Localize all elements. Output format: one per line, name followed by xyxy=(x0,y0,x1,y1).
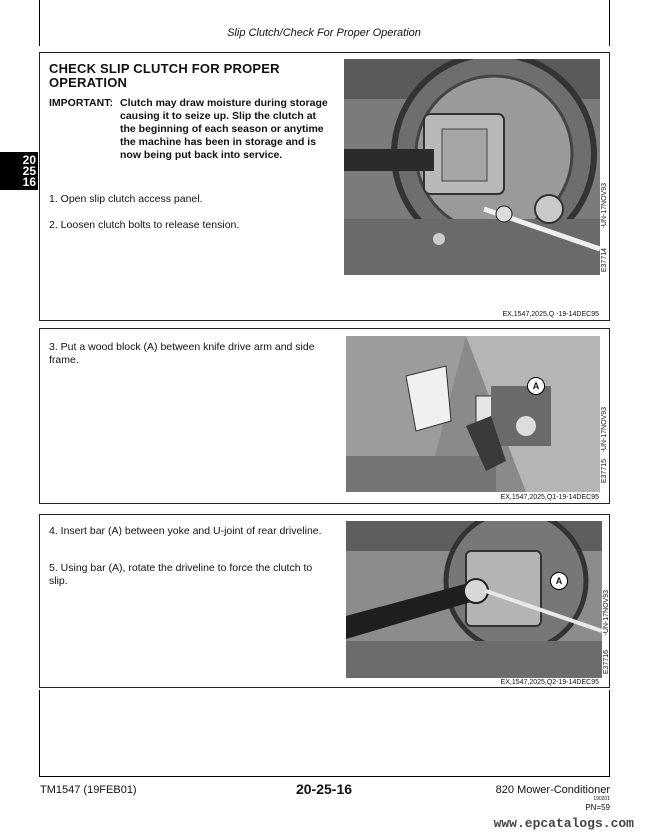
section-reference: EX,1547,2025,Q2-19-14DEC95 xyxy=(500,679,599,686)
slip-clutch-illustration xyxy=(344,59,600,275)
photo-id-label: E37714 xyxy=(601,248,608,273)
slip-clutch-photo xyxy=(344,59,600,275)
left-border xyxy=(39,690,40,776)
callout-a: A xyxy=(550,572,568,590)
model-name: 820 Mower-Conditioner xyxy=(495,784,610,796)
photo-date-label: -UN-17NOV93 xyxy=(603,590,610,636)
wood-block-illustration xyxy=(346,336,600,492)
procedure-section-1 xyxy=(39,52,610,321)
photo-id-label: E37716 xyxy=(603,650,610,675)
page-number: 20-25-16 xyxy=(295,781,353,797)
left-border xyxy=(39,0,40,46)
photo-date-label: -UN-17NOV93 xyxy=(601,407,608,453)
document-number: TM1547 (19FEB01) xyxy=(40,784,137,796)
callout-a: A xyxy=(527,377,545,395)
wood-block-photo xyxy=(346,336,600,492)
driveline-photo xyxy=(346,521,602,678)
procedure-section-3 xyxy=(39,514,610,688)
driveline-illustration xyxy=(346,521,602,678)
step-4-text: 4. Insert bar (A) between yoke and U-joint of rear driveline. xyxy=(49,525,322,537)
section-reference: EX,1547,2025,Q1-19-14DEC95 xyxy=(500,494,599,501)
page-header-title: Slip Clutch/Check For Proper Operation xyxy=(227,27,421,39)
pn-label: PN=59 xyxy=(585,803,610,812)
right-border xyxy=(609,0,610,46)
revision-code: 190201 xyxy=(593,796,610,802)
section-heading: CHECK SLIP CLUTCH FOR PROPER OPERATION xyxy=(49,61,280,90)
section-tab-line: 16 xyxy=(22,175,36,189)
procedure-section-2 xyxy=(39,328,610,504)
section-reference: EX,1547,2025,Q -19-14DEC95 xyxy=(502,311,599,318)
step-3-text: 3. Put a wood block (A) between knife drive arm and side frame. xyxy=(49,341,315,366)
photo-id-label: E37715 xyxy=(601,459,608,484)
step-5-text: 5. Using bar (A), rotate the driveline to force the clutch to slip. xyxy=(49,562,313,587)
section-tab xyxy=(0,152,38,190)
right-border xyxy=(609,690,610,776)
step-1-text: 1. Open slip clutch access panel. xyxy=(49,193,203,205)
important-label: IMPORTANT: xyxy=(49,97,113,109)
footer-rule xyxy=(39,776,610,777)
section-tab-line: 25 xyxy=(22,164,36,178)
section-tab-line: 20 xyxy=(22,153,36,167)
photo-date-label: -UN-17NOV93 xyxy=(601,183,608,229)
important-text: Clutch may draw moisture during storage causing it to seize up. Slip the clutch at the beginning of each season or anytime the machine has been in storage and is now being put back into service. xyxy=(120,97,328,161)
step-2-text: 2. Loosen clutch bolts to release tension. xyxy=(49,219,240,231)
watermark: www.epcatalogs.com xyxy=(493,816,634,831)
